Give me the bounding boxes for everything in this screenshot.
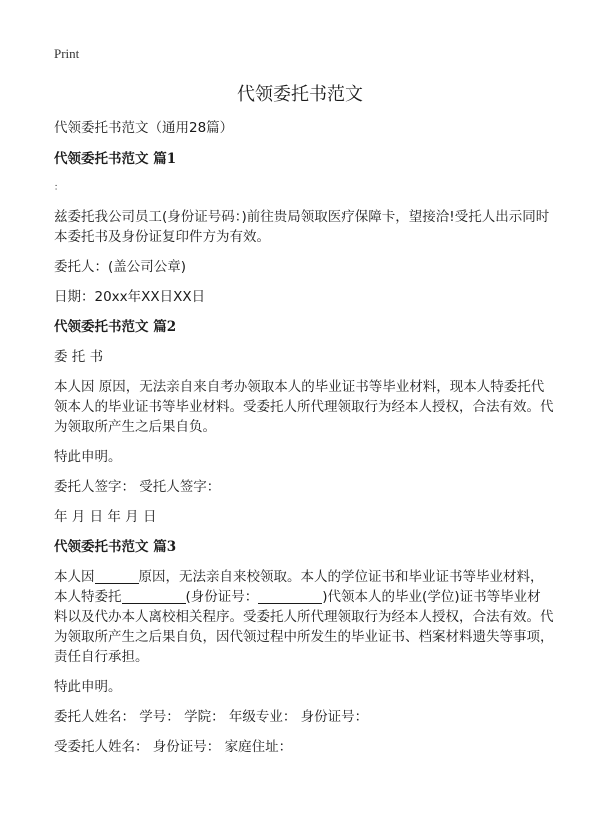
section-3-paragraph: 委托人姓名： 学号： 学院： 年级专业： 身份证号：: [54, 709, 369, 725]
text-segment: 本人因: [54, 569, 95, 585]
section-1-paragraph: 日期：20xx年XX日XX日: [54, 289, 206, 305]
stray-mark: ：: [54, 183, 64, 193]
section-2-paragraph: 委托人签字： 受托人签字：: [54, 479, 221, 495]
document-title: 代领委托书范文: [237, 84, 363, 105]
text-segment: )代领本人的毕业(学位)证书等毕业材料以及代办本人离校相关程序。受委托人所代理领取行为经本人授权，合法有效。代为领取所产生之后果自负，因代领过程中所发生的毕业证书、档案材料遗失等事项，责任自行承担。: [54, 589, 554, 665]
document-subtitle: 代领委托书范文（通用28篇）: [54, 120, 234, 136]
document-body: [54, 118, 554, 767]
section-heading-1: 代领委托书范文 篇1: [54, 151, 177, 167]
section-3-main-paragraph: [54, 567, 554, 667]
section-2-paragraph: 本人因 原因，无法亲自来自考办领取本人的毕业证书等毕业材料，现本人特委托代领本人的毕业证书等毕业材料。受委托人所代理领取行为经本人授权，合法有效。代为领取所产生之后果自负。: [54, 379, 554, 435]
section-2-paragraph: 年 月 日 年 月 日: [54, 509, 157, 525]
section-2-paragraph: 特此申明。: [54, 449, 122, 465]
fill-in-blank: [95, 569, 139, 584]
section-3-paragraph: 特此申明。: [54, 679, 122, 695]
section-1-paragraph: 兹委托我公司员工(身份证号码：)前往贵局领取医疗保障卡，望接洽!受托人出示同时本委托书及身份证复印件方为有效。: [54, 209, 550, 245]
fill-in-blank: [122, 589, 186, 604]
print-link[interactable]: Print: [54, 46, 80, 61]
section-1-paragraph: 委托人：(盖公司公章): [54, 259, 187, 275]
text-segment: (身份证号：: [185, 589, 259, 605]
section-3-paragraph: 受委托人姓名： 身份证号： 家庭住址：: [54, 739, 293, 755]
text-segment: 原因，无法亲自来校领取。本人的学位证书和毕业证书等毕业材料，本人特委托: [54, 569, 544, 605]
fill-in-blank: [258, 589, 322, 604]
section-heading-3: 代领委托书范文 篇3: [54, 539, 177, 555]
section-heading-2: 代领委托书范文 篇2: [54, 319, 177, 335]
section-2-paragraph: 委 托 书: [54, 349, 104, 365]
